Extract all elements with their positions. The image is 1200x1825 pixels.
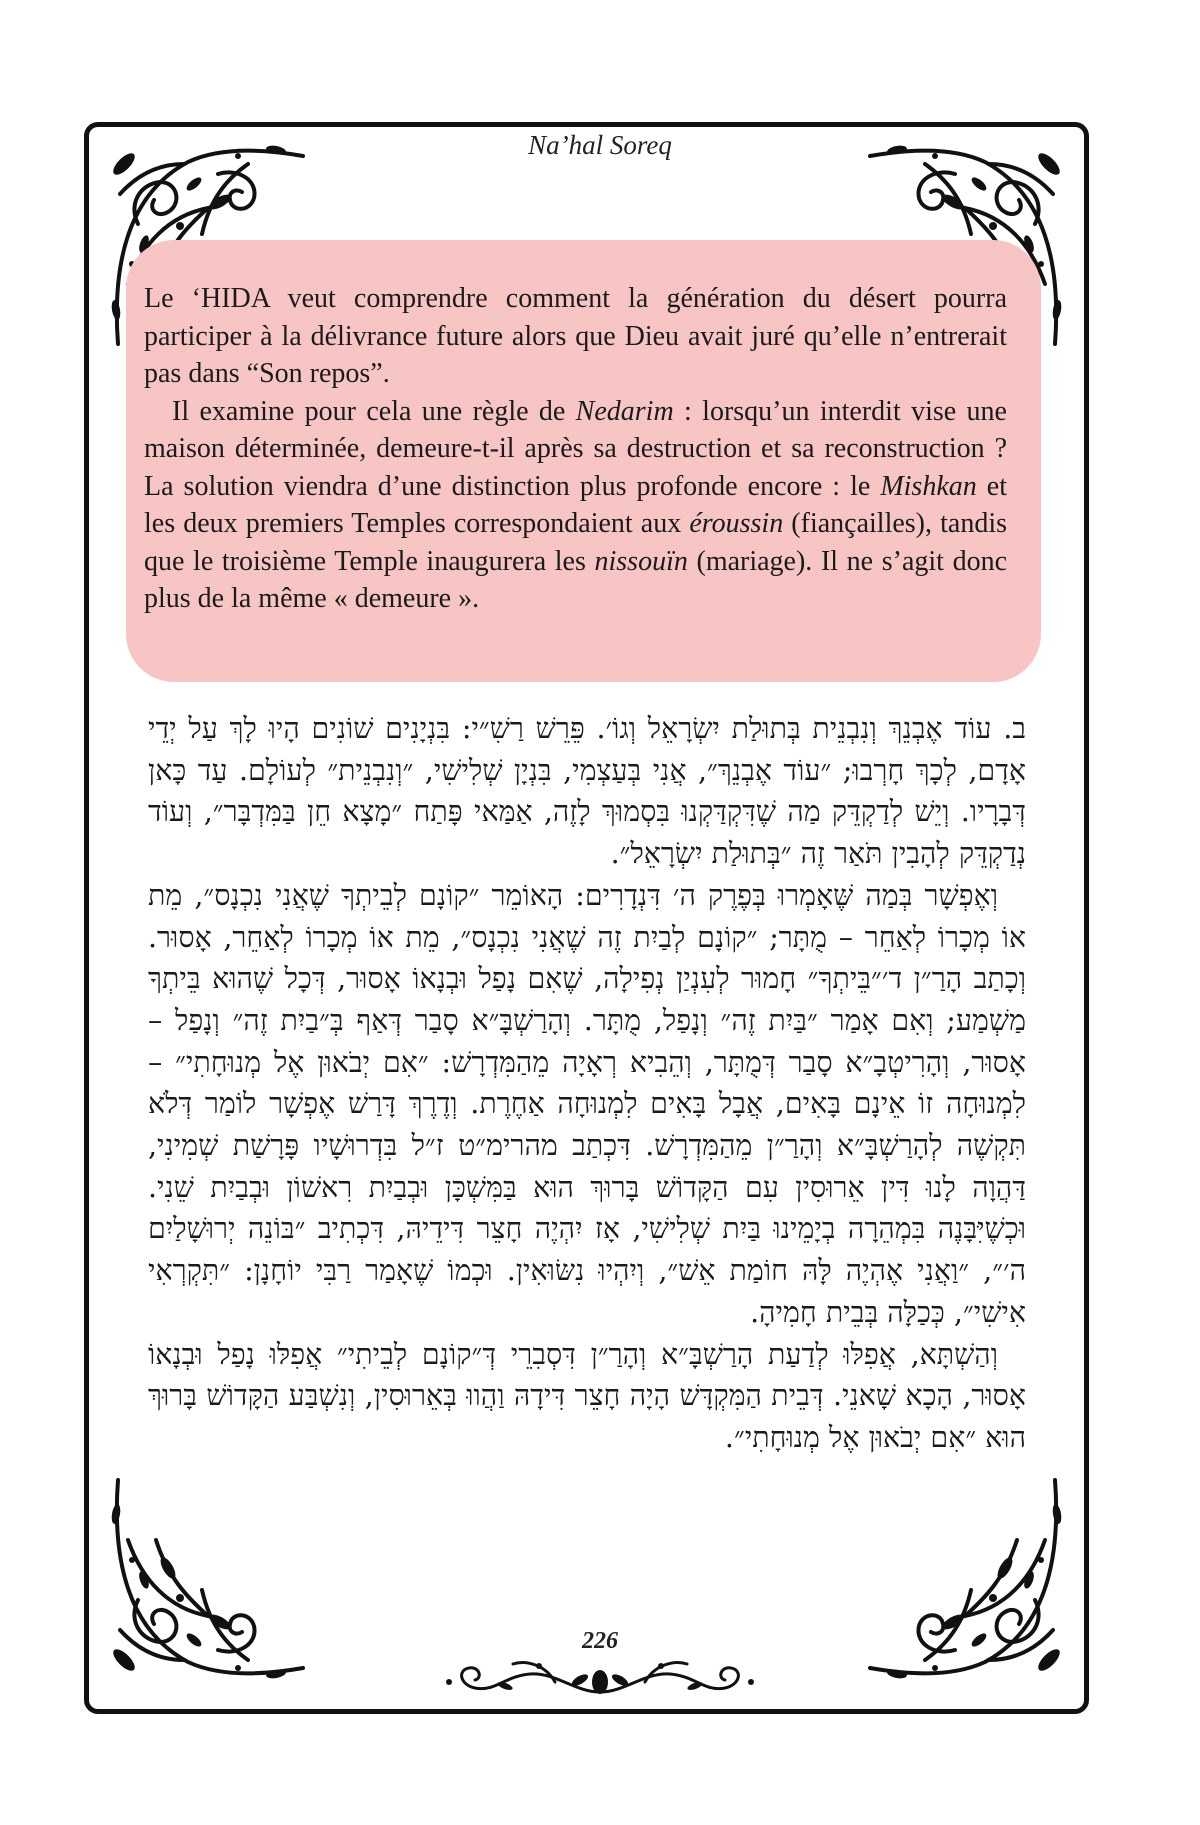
summary-paragraph	[144, 280, 1007, 393]
floral-corner-icon	[845, 1460, 1075, 1690]
summary-italic-term: nissouïn	[594, 545, 688, 577]
corner-ornament-bottom-right	[845, 1460, 1075, 1690]
summary-text-run: : lorsqu’un interdit vise une maison déterminée, demeure-t-il après sa destruction et sa reconstruction ? La solution viendra d’une distinction plus profonde encore : le	[144, 395, 1007, 502]
hebrew-body	[148, 708, 1026, 1459]
body-paragraph: וְאֶפְשָׁר בְּמַה שֶּׁאָמְרוּ בְּפֶרֶק ה׳ דִּנְדָרִים: הָאוֹמֵר ״קוֹנָם לְבֵיתְךָ שֶׁאֲנִי נִכְנָס״, מֵת אוֹ מְכָרוֹ לְאַחֵר – מֻתָּר; ״קוֹנָם לְבַיִת זֶה שֶׁאֲנִי נִכְנָס״, מֵת אוֹ מְכָרוֹ לְאַחֵר, אָסוּר. וְכָתַב הָרַ״ן ד׳״בֵּיתְךָ״ חָמוּר לְעִנְיַן נְפִילָה, שֶׁאִם נָפַל וּבְנָאוֹ אָסוּר, דְּכָל שֶׁהוּא בֵּיתְךָ מַשְׁמַע; וְאִם אָמַר ״בַּיִת זֶה״ וְנָפַל, מֻתָּר. וְהָרַשְׁבָּ״א סָבַר דְּאַף בְּ״בַיִת זֶה״ וְנָפַל – אָסוּר, וְהָרִיטְבָ״א סָבַר דְּמֻתָּר, וְהֵבִיא רְאָיָה מֵהַמִּדְרָשׁ: ״אִם יְבֹאוּן אֶל מְנוּחָתִי״ – לִמְנוּחָה זוֹ אֵינָם בָּאִים, אֲבָל בָּאִים לִמְנוּחָה אַחֶרֶת. וְדֶרֶךְ דָּרַשׁ אֶפְשָׁר לוֹמַר דְּלֹא תִּקְשֶׁה לְהָרַשְׁבָּ״א וְהָרַ״ן מֵהַמִּדְרָשׁ. דִּכְתַב מהרימ״ט ז״ל בִּדְרוּשָׁיו פָּרָשַׁת שְׁמִינִי, דַּהֲוָה לָנוּ דִּין אֵרוּסִין עִם הַקָּדוֹשׁ בָּרוּךְ הוּא בַּמִּשְׁכָּן וּבְבַיִת רִאשׁוֹן וּבְבַיִת שֵׁנִי. וּכְשֶׁיִּבָּנֶה בִּמְהֵרָה בְיָמֵינוּ בַּיִת שְׁלִישִׁי, אָז יִהְיֶה חָצֵר דִּידֵיהּ, דִּכְתִיב ״בּוֹנֵה יְרוּשָׁלַיִם ה׳״, ״וַאֲנִי אֶהְיֶה לָּהּ חוֹמַת אֵשׁ״, וְיִהְיוּ נִשּׂוּאִין. וּכְמוֹ שֶׁאָמַר רַבִּי יוֹחָנָן: ״תִּקְרְאִי אִישִׁי״, כְּכַלָּה בְּבֵית חָמִיהָ.	[148, 878, 1026, 1329]
summary-text-run: Le ‘HIDA veut comprendre comment la génération du désert pourra participer à la délivrance future alors que Dieu avait juré qu’elle n’entrerait pas dans “Son repos”.	[144, 283, 1007, 389]
summary-box	[126, 240, 1041, 682]
summary-italic-term: Mishkan	[880, 470, 977, 502]
footer-ornament	[435, 1652, 765, 1702]
floral-corner-icon	[98, 1460, 328, 1690]
summary-text-run: (mariage). Il ne s’agit donc plus de la même « demeure ».	[144, 545, 1008, 614]
summary-text-run: (fiançailles), tandis que le troisième Temple inaugurera les	[144, 508, 1007, 577]
body-paragraph: ב. עוֹד אֶבְנֵךְ וְנִבְנֵית בְּתוּלַת יִשְׂרָאֵל וְגוֹ׳. פֵּרֵשׁ רַשִׁ״י: בִּנְיָנִים שׁוֹנִים הָיוּ לָךְ עַל יְדֵי אָדָם, לְכָךְ חָרְבוּ; ״עוֹד אֶבְנֵךְ״, אֲנִי בְּעַצְמִי, בִּנְיָן שְׁלִישִׁי, ״וְנִבְנֵית״ לְעוֹלָם. עַד כָּאן דְּבָרָיו. וְיֵשׁ לְדַקְדֵּק מַה שֶׁדִּקְדַּקְנוּ בִּסְמוּךְ לָזֶה, אַמַּאי פָּתַח ״מָצָא חֵן בַּמִּדְבָּר״, וְעוֹד נְדַקְדֵּק לְהָבִין תֹּאַר זֶה ״בְּתוּלַת יִשְׂרָאֵל״.	[148, 712, 1026, 871]
summary-paragraph	[144, 393, 1007, 618]
running-title: Na’hal Soreq	[528, 130, 672, 160]
summary-text-run: et les deux premiers Temples correspondaient aux	[144, 470, 1007, 539]
body-paragraph: וְהַשְׁתָּא, אֲפִלּוּ לְדַעַת הָרַשְׁבָּ״א וְהָרַ״ן דִּסְבִרֵי דְּ״קוֹנָם לְבֵיתִי״ אֲפִלּוּ נָפַל וּבְנָאוֹ אָסוּר, הָכָא שָׁאנֵי. דְּבֵית הַמִּקְדָּשׁ הָיָה חָצֵר דִּידָהּ וַהֲווּ בְּאֵרוּסִין, וְנִשְׁבַּע הַקָּדוֹשׁ בָּרוּךְ הוּא ״אִם יְבֹאוּן אֶל מְנוּחָתִי״.	[148, 1337, 1026, 1454]
summary-text-run: Il examine pour cela une règle de	[172, 395, 576, 427]
summary-italic-term: éroussin	[689, 508, 784, 539]
page-number: 226	[582, 1628, 618, 1654]
corner-ornament-bottom-left	[98, 1460, 328, 1690]
summary-italic-term: Nedarim	[575, 395, 674, 427]
floral-footer-icon	[435, 1652, 765, 1702]
